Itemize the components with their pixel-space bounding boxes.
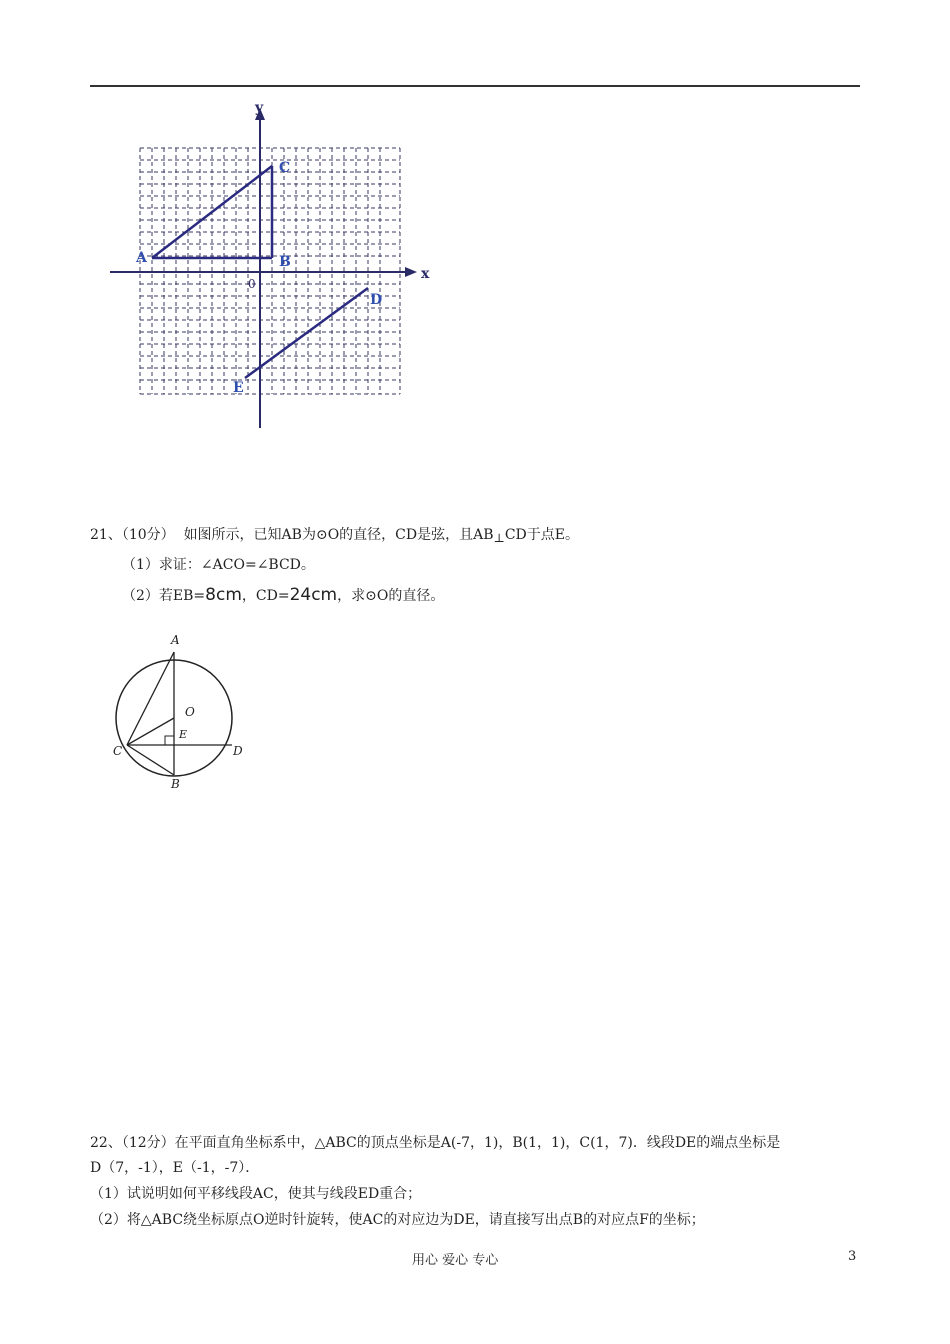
point-label-b: B <box>171 777 180 791</box>
segment-de <box>245 288 368 378</box>
point-label-e: E <box>233 380 244 396</box>
point-label-a: A <box>171 633 180 647</box>
point-label-d: D <box>233 744 243 758</box>
angle-symbol-2: ∠ <box>256 557 269 573</box>
q21-stem-text: 如图所示，已知AB为⊙O的直径，CD是弦，且AB <box>183 527 494 543</box>
point-label-b: B <box>279 254 291 270</box>
circle-figure <box>105 630 255 800</box>
point-label-o: O <box>185 705 195 719</box>
point-label-a: A <box>136 250 147 266</box>
x-axis-label: x <box>421 266 430 282</box>
q21-part2-prefix: （2）若EB= <box>122 588 206 604</box>
origin-label: 0 <box>248 277 256 291</box>
q22-line1: 22、（12分）在平面直角坐标系中，△ABC的顶点坐标是A(-7，1)，B(1，1)，C(1，7)．线段DE的端点坐标是 <box>90 1135 781 1151</box>
point-label-c: C <box>279 160 291 176</box>
q21-score: （10分） <box>121 527 175 543</box>
point-label-c: C <box>113 744 123 758</box>
circle-lines <box>127 652 232 775</box>
point-label-e: E <box>179 728 188 741</box>
q21-part1 <box>122 555 315 575</box>
perpendicular-symbol: ⊥ <box>493 531 505 545</box>
q22-part1: （1）试说明如何平移线段AC，使其与线段ED重合； <box>90 1186 422 1202</box>
point-label-d: D <box>370 292 383 308</box>
q21-part2-end: ，求⊙O的直径。 <box>337 588 445 604</box>
right-angle-mark <box>165 736 174 745</box>
y-axis-label: y <box>255 100 264 116</box>
q21-number: 21、 <box>90 527 122 543</box>
coordinate-grid-figure <box>105 98 435 430</box>
page-number: 3 <box>848 1249 857 1264</box>
q21-stem-end: CD于点E。 <box>504 527 579 543</box>
q22-line2: D（7，-1），E（-1，-7）． <box>90 1160 260 1176</box>
q21-eb-value: 8cm <box>205 585 242 605</box>
angle-symbol-1: ∠ <box>200 557 213 573</box>
q21-part2 <box>122 585 444 606</box>
q21-part1-end: BCD。 <box>268 557 315 573</box>
q22-part2: （2）将△ABC绕坐标原点O逆时针旋转，使AC的对应边为DE，请直接写出点B的对应点F的坐标； <box>90 1212 705 1228</box>
q21-part1-mid: ACO= <box>212 557 257 573</box>
q21-stem <box>90 525 579 548</box>
q21-cd-value: 24cm <box>289 585 338 605</box>
header-rule <box>90 85 860 87</box>
q21-part2-mid: ，CD= <box>241 588 290 604</box>
footer-motto: 用心 爱心 专心 <box>412 1253 499 1268</box>
q21-part1-prefix: （1）求证： <box>122 557 201 573</box>
